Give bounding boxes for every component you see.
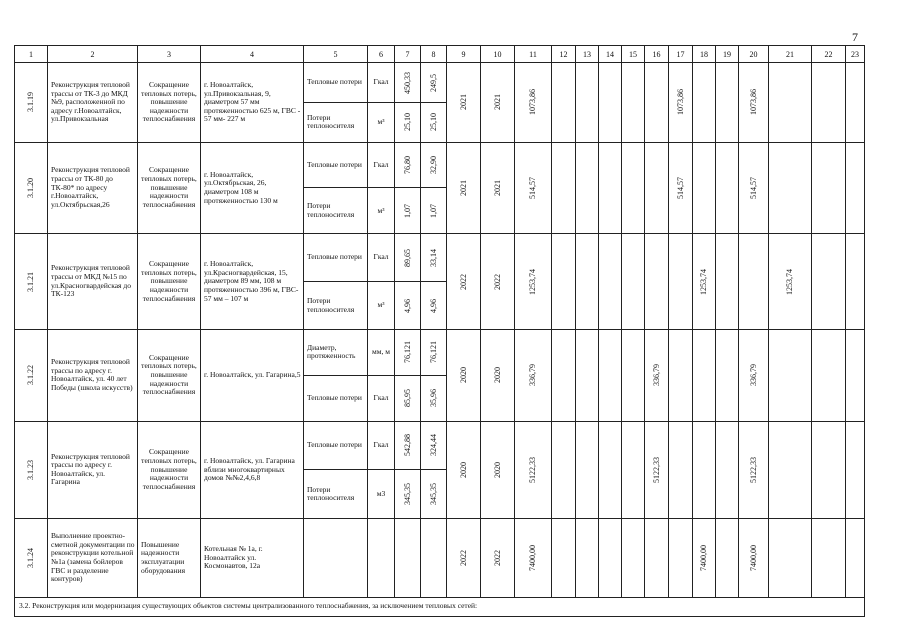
header-cell: 4 (201, 46, 304, 63)
year-end-cell: 2022 (481, 234, 515, 330)
col17-cell: 1073,86 (669, 63, 693, 142)
empty-cell (576, 421, 599, 519)
empty-cell (716, 234, 739, 330)
empty-cell (812, 63, 846, 142)
total-cell: 1253,74 (515, 234, 552, 330)
unit-cell: м³ (368, 282, 395, 330)
goal-cell: Сокращение тепловых потерь, повышение надежности теплоснабжения (138, 63, 201, 142)
empty-cell (769, 329, 812, 421)
before-cell: 76,121 (395, 329, 421, 375)
project-name-cell: Реконструкция тепловой трассы от МКД №15 по ул.Красногвардейская до ТК-123 (48, 234, 138, 330)
table-row (15, 519, 865, 597)
after-cell: 25,10 (421, 102, 447, 142)
table-row (15, 421, 865, 470)
empty-cell (576, 63, 599, 142)
unit-cell: Гкал (368, 63, 395, 103)
unit-cell: м³ (368, 188, 395, 234)
year-start-cell: 2021 (447, 63, 481, 142)
total-cell: 514,57 (515, 142, 552, 234)
header-cell: 8 (421, 46, 447, 63)
empty-cell (622, 234, 645, 330)
empty-cell (846, 234, 865, 330)
param-cell: Тепловые потери (304, 234, 368, 282)
table-row (15, 329, 865, 375)
col20-cell: 514,57 (739, 142, 769, 234)
empty-cell (622, 329, 645, 421)
empty-cell (846, 329, 865, 421)
empty-cell (622, 63, 645, 142)
empty-cell (304, 519, 368, 597)
empty-cell (395, 519, 421, 597)
empty-cell (769, 519, 812, 597)
empty-cell (552, 519, 576, 597)
col20-cell: 336,79 (739, 329, 769, 421)
after-cell: 249,5 (421, 63, 447, 103)
before-cell: 450,33 (395, 63, 421, 103)
goal-cell: Сокращение тепловых потерь, повышение надежности теплоснабжения (138, 329, 201, 421)
row-id-cell: 3.1.20 (15, 142, 48, 234)
year-end-cell: 2020 (481, 329, 515, 421)
empty-cell (645, 63, 669, 142)
header-cell: 1 (15, 46, 48, 63)
empty-cell (645, 519, 669, 597)
goal-cell: Повышение надежности эксплуатации оборудования (138, 519, 201, 597)
section-footer-row (15, 597, 865, 616)
col21-cell: 1253,74 (769, 234, 812, 330)
unit-cell: м³ (368, 102, 395, 142)
empty-cell (769, 421, 812, 519)
project-name-cell: Реконструкция тепловой трассы от ТК-3 до МКД №9, расположенной по адресу г.Новоалтайск, ул.Привокзальная (48, 63, 138, 142)
address-cell: г. Новоалтайск, ул.Привокзальная, 9, диаметром 57 мм протяженностью 625 м, ГВС - 57 мм- 227 м (201, 63, 304, 142)
year-end-cell: 2021 (481, 142, 515, 234)
empty-cell (846, 63, 865, 142)
goal-cell: Сокращение тепловых потерь, повышение надежности теплоснабжения (138, 234, 201, 330)
before-cell: 76,80 (395, 142, 421, 188)
before-cell: 4,96 (395, 282, 421, 330)
empty-cell (669, 329, 693, 421)
before-cell: 85,95 (395, 375, 421, 421)
empty-cell (812, 329, 846, 421)
page-number: 7 (852, 30, 858, 44)
section-footer: 3.2. Реконструкция или модернизация существующих объектов системы централизованного теплоснабжения, за исключением тепловых сетей: (15, 597, 865, 616)
empty-cell (599, 421, 622, 519)
header-cell: 9 (447, 46, 481, 63)
empty-cell (812, 142, 846, 234)
empty-cell (645, 142, 669, 234)
header-cell: 18 (693, 46, 716, 63)
after-cell: 324,44 (421, 421, 447, 470)
empty-cell (552, 142, 576, 234)
row-id-cell: 3.1.23 (15, 421, 48, 519)
header-cell: 12 (552, 46, 576, 63)
empty-cell (669, 519, 693, 597)
empty-cell (599, 234, 622, 330)
total-cell: 7400,00 (515, 519, 552, 597)
param-cell: Потери теплоносителя (304, 102, 368, 142)
empty-cell (421, 519, 447, 597)
header-cell: 3 (138, 46, 201, 63)
year-end-cell: 2022 (481, 519, 515, 597)
goal-cell: Сокращение тепловых потерь, повышение надежности теплоснабжения (138, 142, 201, 234)
address-cell: г. Новоалтайск, ул.Октябрьская, 26, диаметром 108 м протяженностью 130 м (201, 142, 304, 234)
after-cell: 32,90 (421, 142, 447, 188)
col21-cell (769, 63, 812, 142)
empty-cell (693, 421, 716, 519)
col20-cell: 5122,33 (739, 421, 769, 519)
empty-cell (812, 234, 846, 330)
header-cell: 15 (622, 46, 645, 63)
param-cell: Тепловые потери (304, 63, 368, 103)
header-cell: 13 (576, 46, 599, 63)
header-cell: 7 (395, 46, 421, 63)
empty-cell (599, 329, 622, 421)
header-cell: 22 (812, 46, 846, 63)
param-cell: Тепловые потери (304, 421, 368, 470)
header-cell: 23 (846, 46, 865, 63)
header-cell: 16 (645, 46, 669, 63)
empty-cell (552, 63, 576, 142)
col17-cell: 514,57 (669, 142, 693, 234)
empty-cell (716, 142, 739, 234)
year-start-cell: 2020 (447, 329, 481, 421)
total-cell: 1073,86 (515, 63, 552, 142)
col17-cell (669, 234, 693, 330)
col16-cell: 5122,33 (645, 421, 669, 519)
goal-cell: Сокращение тепловых потерь, повышение надежности теплоснабжения (138, 421, 201, 519)
project-name-cell: Реконструкция тепловой трассы по адресу г. Новоалтайск, ул. 40 лет Победы (школа искусств) (48, 329, 138, 421)
unit-cell: м3 (368, 470, 395, 519)
col20-cell: 1073,86 (739, 63, 769, 142)
after-cell: 1,07 (421, 188, 447, 234)
project-name-cell: Реконструкция тепловой трассы от ТК-80 до ТК-80* по адресу г.Новоалтайск, ул.Октябрьская,26 (48, 142, 138, 234)
row-id-cell: 3.1.24 (15, 519, 48, 597)
header-cell: 17 (669, 46, 693, 63)
param-cell: Потери теплоносителя (304, 470, 368, 519)
before-cell: 89,65 (395, 234, 421, 282)
unit-cell: Гкал (368, 375, 395, 421)
table-row (15, 142, 865, 188)
col20-cell (739, 234, 769, 330)
year-end-cell: 2021 (481, 63, 515, 142)
empty-cell (552, 421, 576, 519)
empty-cell (846, 519, 865, 597)
col16-cell: 336,79 (645, 329, 669, 421)
param-cell: Тепловые потери (304, 375, 368, 421)
empty-cell (576, 329, 599, 421)
header-cell: 20 (739, 46, 769, 63)
param-cell: Диаметр, протяженность (304, 329, 368, 375)
empty-cell (622, 142, 645, 234)
col18-cell: 1253,74 (693, 234, 716, 330)
before-cell: 345,35 (395, 470, 421, 519)
address-cell: г. Новоалтайск, ул. Гагарина,5 (201, 329, 304, 421)
total-cell: 5122,33 (515, 421, 552, 519)
empty-cell (599, 63, 622, 142)
year-start-cell: 2021 (447, 142, 481, 234)
col20-cell: 7400,00 (739, 519, 769, 597)
empty-cell (576, 142, 599, 234)
empty-cell (368, 519, 395, 597)
col18-cell: 7400,00 (693, 519, 716, 597)
project-name-cell: Реконструкция тепловой трассы по адресу г. Новоалтайск, ул. Гагарина (48, 421, 138, 519)
param-cell: Потери теплоносителя (304, 188, 368, 234)
row-id-cell: 3.1.22 (15, 329, 48, 421)
empty-cell (846, 421, 865, 519)
param-cell: Потери теплоносителя (304, 282, 368, 330)
empty-cell (552, 234, 576, 330)
empty-cell (716, 519, 739, 597)
empty-cell (645, 234, 669, 330)
header-cell: 5 (304, 46, 368, 63)
header-cell: 14 (599, 46, 622, 63)
empty-cell (552, 329, 576, 421)
table-row (15, 234, 865, 282)
empty-cell (599, 519, 622, 597)
header-cell: 21 (769, 46, 812, 63)
unit-cell: Гкал (368, 421, 395, 470)
address-cell: г. Новоалтайск, ул.Красногвардейская, 15, диаметром 89 мм, 108 м протяженностью 396 м, ГВС- 57 мм – 107 м (201, 234, 304, 330)
unit-cell: Гкал (368, 142, 395, 188)
param-cell: Тепловые потери (304, 142, 368, 188)
table-row (15, 63, 865, 103)
year-start-cell: 2022 (447, 234, 481, 330)
address-cell: г. Новоалтайск, ул. Гагарина вблизи многоквартирных домов №№2,4,6,8 (201, 421, 304, 519)
header-cell: 19 (716, 46, 739, 63)
year-start-cell: 2020 (447, 421, 481, 519)
header-row (15, 46, 865, 63)
before-cell: 1,07 (395, 188, 421, 234)
year-start-cell: 2022 (447, 519, 481, 597)
header-cell: 6 (368, 46, 395, 63)
empty-cell (622, 519, 645, 597)
col21-cell (769, 142, 812, 234)
empty-cell (669, 421, 693, 519)
empty-cell (846, 142, 865, 234)
header-cell: 2 (48, 46, 138, 63)
row-id-cell: 3.1.19 (15, 63, 48, 142)
after-cell: 4,96 (421, 282, 447, 330)
empty-cell (693, 329, 716, 421)
empty-cell (576, 519, 599, 597)
investment-table (14, 45, 865, 617)
empty-cell (716, 63, 739, 142)
before-cell: 25,10 (395, 102, 421, 142)
empty-cell (576, 234, 599, 330)
empty-cell (599, 142, 622, 234)
project-name-cell: Выполнение проектно-сметной документации по реконструкции котельной №1а (замена бойлеров ГВС и разделение контуров) (48, 519, 138, 597)
empty-cell (812, 519, 846, 597)
before-cell: 542,88 (395, 421, 421, 470)
header-cell: 11 (515, 46, 552, 63)
total-cell: 336,79 (515, 329, 552, 421)
empty-cell (622, 421, 645, 519)
empty-cell (716, 421, 739, 519)
col18-cell (693, 142, 716, 234)
after-cell: 35,96 (421, 375, 447, 421)
unit-cell: мм, м (368, 329, 395, 375)
unit-cell: Гкал (368, 234, 395, 282)
address-cell: Котельная № 1а, г. Новоалтайск ул. Космонавтов, 12а (201, 519, 304, 597)
col18-cell (693, 63, 716, 142)
empty-cell (812, 421, 846, 519)
empty-cell (716, 329, 739, 421)
row-id-cell: 3.1.21 (15, 234, 48, 330)
after-cell: 345,35 (421, 470, 447, 519)
header-cell: 10 (481, 46, 515, 63)
year-end-cell: 2020 (481, 421, 515, 519)
after-cell: 33,14 (421, 234, 447, 282)
after-cell: 76,121 (421, 329, 447, 375)
